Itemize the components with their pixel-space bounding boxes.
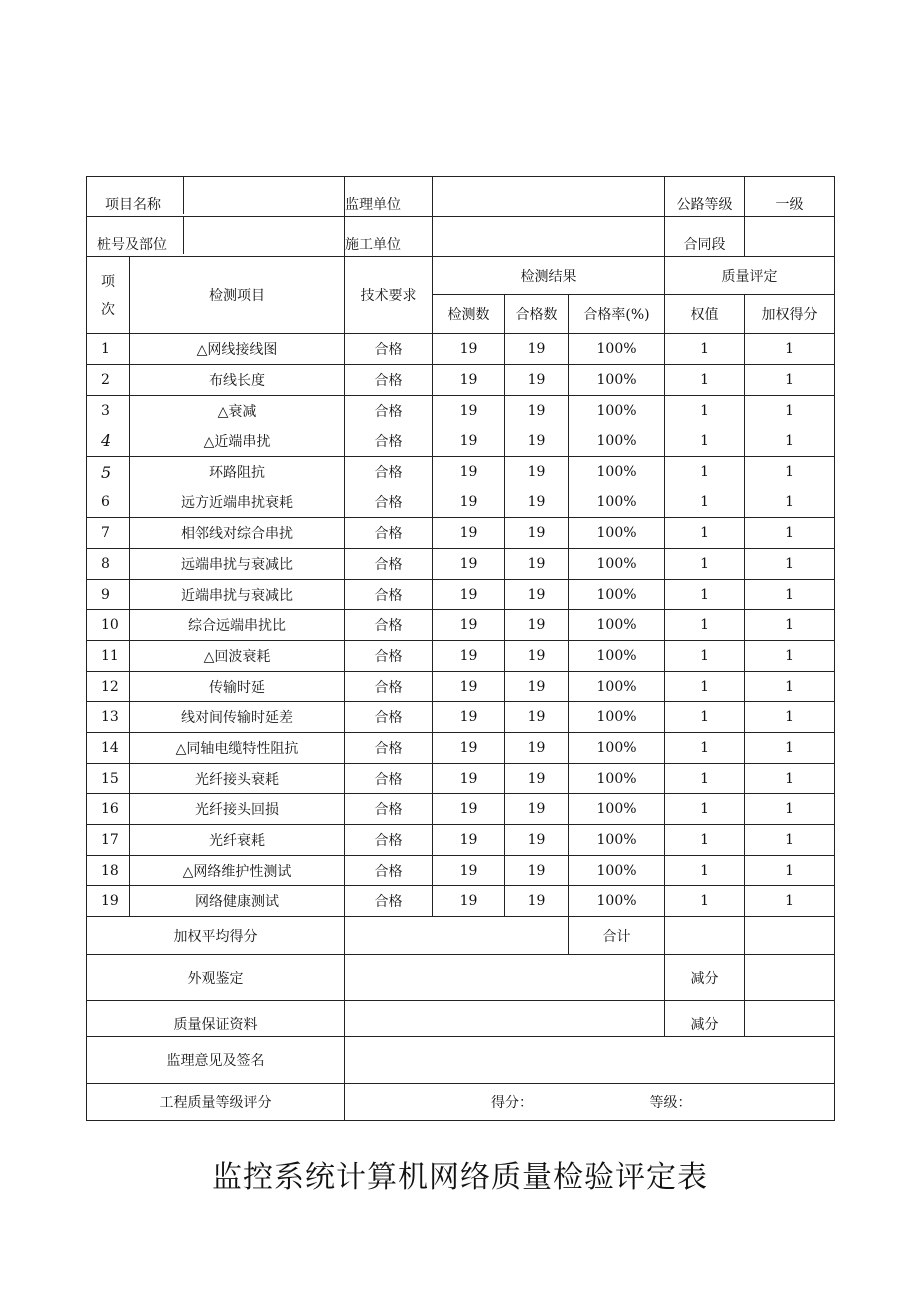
row-count: 19 <box>433 764 505 794</box>
row-score: 1 <box>745 672 835 702</box>
table-row <box>87 365 835 396</box>
row-item: △网线接线图 <box>130 334 345 365</box>
row-rate: 100% <box>569 886 665 917</box>
supervisor-opinion-row <box>87 1037 835 1084</box>
row-weight: 1 <box>665 457 745 488</box>
row-pass: 19 <box>505 518 569 549</box>
row-score: 1 <box>745 702 835 733</box>
row-score: 1 <box>745 396 835 426</box>
requirement-header: 技术要求 <box>345 257 433 334</box>
row-no: 3 <box>87 396 130 426</box>
deduct-label-2: 减分 <box>665 1001 745 1037</box>
supervisor-opinion-value <box>345 1037 835 1084</box>
row-count: 19 <box>433 886 505 917</box>
constructor-label: 施工单位 <box>345 217 433 257</box>
row-score: 1 <box>745 794 835 825</box>
row-rate: 100% <box>569 488 665 518</box>
row-weight: 1 <box>665 641 745 672</box>
header-row-project <box>87 177 835 217</box>
table-row <box>87 886 835 917</box>
row-rate: 100% <box>569 641 665 672</box>
row-count: 19 <box>433 702 505 733</box>
road-grade-label: 公路等级 <box>665 177 745 217</box>
row-count: 19 <box>433 426 505 457</box>
grade-row <box>87 1084 835 1121</box>
row-rate: 100% <box>569 672 665 702</box>
row-rate: 100% <box>569 365 665 396</box>
row-pass: 19 <box>505 794 569 825</box>
table-row <box>87 396 835 426</box>
row-score: 1 <box>745 580 835 610</box>
weight-header: 权值 <box>665 295 745 334</box>
row-count: 19 <box>433 334 505 365</box>
row-score: 1 <box>745 764 835 794</box>
row-weight: 1 <box>665 764 745 794</box>
evaluation-header: 质量评定 <box>665 257 835 295</box>
row-pass: 19 <box>505 365 569 396</box>
row-score: 1 <box>745 334 835 365</box>
weighted-score-header: 加权得分 <box>745 295 835 334</box>
row-req: 合格 <box>345 794 433 825</box>
score-label: 得分： <box>491 1095 534 1111</box>
row-weight: 1 <box>665 672 745 702</box>
row-rate: 100% <box>569 518 665 549</box>
row-rate: 100% <box>569 856 665 886</box>
row-no: 1 <box>87 334 130 365</box>
row-pass: 19 <box>505 764 569 794</box>
row-score: 1 <box>745 365 835 396</box>
row-rate: 100% <box>569 580 665 610</box>
row-count: 19 <box>433 610 505 641</box>
row-weight: 1 <box>665 396 745 426</box>
deduct-value <box>745 955 835 1001</box>
row-req: 合格 <box>345 518 433 549</box>
table-row <box>87 518 835 549</box>
row-rate: 100% <box>569 549 665 580</box>
row-no: 19 <box>87 886 130 917</box>
weighted-avg-value <box>345 917 569 955</box>
row-no: 11 <box>87 641 130 672</box>
row-no: 2 <box>87 365 130 396</box>
table-row <box>87 488 835 518</box>
row-req: 合格 <box>345 610 433 641</box>
row-count: 19 <box>433 733 505 764</box>
grade-value-cell <box>345 1084 835 1121</box>
row-no: 16 <box>87 794 130 825</box>
item-header: 检测项目 <box>130 257 345 334</box>
row-item: 综合远端串扰比 <box>130 610 345 641</box>
row-rate: 100% <box>569 764 665 794</box>
row-pass: 19 <box>505 457 569 488</box>
appearance-label: 外观鉴定 <box>87 955 345 1001</box>
row-req: 合格 <box>345 641 433 672</box>
contract-label: 合同段 <box>665 217 745 257</box>
row-weight: 1 <box>665 334 745 365</box>
row-item: 近端串扰与衰减比 <box>130 580 345 610</box>
row-pass: 19 <box>505 334 569 365</box>
row-rate: 100% <box>569 610 665 641</box>
row-req: 合格 <box>345 672 433 702</box>
pass-count-header: 合格数 <box>505 295 569 334</box>
row-req: 合格 <box>345 856 433 886</box>
table-row <box>87 610 835 641</box>
row-score: 1 <box>745 457 835 488</box>
row-weight: 1 <box>665 702 745 733</box>
row-weight: 1 <box>665 580 745 610</box>
row-rate: 100% <box>569 825 665 856</box>
pass-rate-header: 合格率(%) <box>569 295 665 334</box>
row-rate: 100% <box>569 794 665 825</box>
row-pass: 19 <box>505 488 569 518</box>
row-req: 合格 <box>345 580 433 610</box>
row-no: 13 <box>87 702 130 733</box>
row-req: 合格 <box>345 457 433 488</box>
row-pass: 19 <box>505 886 569 917</box>
table-row <box>87 794 835 825</box>
seq-header <box>87 257 130 334</box>
table-row <box>87 549 835 580</box>
table-row <box>87 457 835 488</box>
row-score: 1 <box>745 825 835 856</box>
project-name-label: 项目名称 <box>105 197 161 213</box>
row-item: 环路阻抗 <box>130 457 345 488</box>
row-count: 19 <box>433 580 505 610</box>
row-weight: 1 <box>665 426 745 457</box>
row-req: 合格 <box>345 365 433 396</box>
row-score: 1 <box>745 426 835 457</box>
row-req: 合格 <box>345 549 433 580</box>
row-count: 19 <box>433 672 505 702</box>
row-no: 7 <box>87 518 130 549</box>
row-no: 5 <box>87 457 130 488</box>
seq-header-line1: 项 <box>101 274 115 290</box>
row-rate: 100% <box>569 426 665 457</box>
deduct-label: 减分 <box>665 955 745 1001</box>
row-no: 14 <box>87 733 130 764</box>
row-pass: 19 <box>505 856 569 886</box>
row-rate: 100% <box>569 702 665 733</box>
row-count: 19 <box>433 518 505 549</box>
row-no: 9 <box>87 580 130 610</box>
row-score: 1 <box>745 856 835 886</box>
row-pass: 19 <box>505 549 569 580</box>
table-row <box>87 733 835 764</box>
row-weight: 1 <box>665 365 745 396</box>
row-score: 1 <box>745 549 835 580</box>
station-value <box>183 217 304 254</box>
row-rate: 100% <box>569 396 665 426</box>
level-label: 等级： <box>649 1095 692 1111</box>
row-weight: 1 <box>665 733 745 764</box>
row-pass: 19 <box>505 610 569 641</box>
row-item: 远端串扰与衰减比 <box>130 549 345 580</box>
row-score: 1 <box>745 518 835 549</box>
row-count: 19 <box>433 365 505 396</box>
row-pass: 19 <box>505 825 569 856</box>
project-name-cell <box>87 177 345 217</box>
supervisor-value <box>433 177 665 217</box>
page-title: 监控系统计算机网络质量检验评定表 <box>212 1160 708 1195</box>
station-label: 桩号及部位 <box>97 237 167 253</box>
row-no: 8 <box>87 549 130 580</box>
row-pass: 19 <box>505 426 569 457</box>
appearance-value <box>345 955 665 1001</box>
row-count: 19 <box>433 641 505 672</box>
row-item: 光纤接头衰耗 <box>130 764 345 794</box>
table-row <box>87 702 835 733</box>
row-count: 19 <box>433 457 505 488</box>
total-value <box>665 917 745 955</box>
row-no: 6 <box>87 488 130 518</box>
row-req: 合格 <box>345 396 433 426</box>
table-row <box>87 641 835 672</box>
row-req: 合格 <box>345 702 433 733</box>
row-item: 传输时延 <box>130 672 345 702</box>
deduct-value-2 <box>745 1001 835 1037</box>
quality-evaluation-table <box>86 176 835 1121</box>
row-item: 网络健康测试 <box>130 886 345 917</box>
appearance-row <box>87 955 835 1001</box>
row-item: 布线长度 <box>130 365 345 396</box>
row-weight: 1 <box>665 856 745 886</box>
row-req: 合格 <box>345 334 433 365</box>
row-rate: 100% <box>569 457 665 488</box>
total-label: 合计 <box>569 917 665 955</box>
row-count: 19 <box>433 396 505 426</box>
weighted-avg-label: 加权平均得分 <box>87 917 345 955</box>
row-pass: 19 <box>505 672 569 702</box>
row-pass: 19 <box>505 702 569 733</box>
project-name-value <box>183 177 304 214</box>
station-cell <box>87 217 345 257</box>
column-header-row-1 <box>87 257 835 295</box>
row-count: 19 <box>433 794 505 825</box>
row-item: 相邻线对综合串扰 <box>130 518 345 549</box>
row-req: 合格 <box>345 488 433 518</box>
supervisor-opinion-label: 监理意见及签名 <box>87 1037 345 1084</box>
quality-docs-row <box>87 1001 835 1037</box>
row-item: △衰减 <box>130 396 345 426</box>
row-item: 线对间传输时延差 <box>130 702 345 733</box>
row-item: △近端串扰 <box>130 426 345 457</box>
row-count: 19 <box>433 825 505 856</box>
row-req: 合格 <box>345 733 433 764</box>
table-row <box>87 672 835 702</box>
constructor-value <box>433 217 665 257</box>
road-grade-value: 一级 <box>745 177 835 217</box>
row-no: 12 <box>87 672 130 702</box>
row-no: 18 <box>87 856 130 886</box>
count-header: 检测数 <box>433 295 505 334</box>
quality-docs-label: 质量保证资料 <box>87 1001 345 1037</box>
row-req: 合格 <box>345 426 433 457</box>
row-weight: 1 <box>665 549 745 580</box>
row-pass: 19 <box>505 396 569 426</box>
row-weight: 1 <box>665 518 745 549</box>
row-item: △同轴电缆特性阻抗 <box>130 733 345 764</box>
row-count: 19 <box>433 549 505 580</box>
row-weight: 1 <box>665 488 745 518</box>
row-count: 19 <box>433 488 505 518</box>
row-req: 合格 <box>345 825 433 856</box>
weighted-average-row <box>87 917 835 955</box>
row-req: 合格 <box>345 764 433 794</box>
row-weight: 1 <box>665 794 745 825</box>
table-row <box>87 856 835 886</box>
row-item: 光纤接头回损 <box>130 794 345 825</box>
row-weight: 1 <box>665 886 745 917</box>
row-no: 4 <box>87 426 130 457</box>
row-weight: 1 <box>665 825 745 856</box>
row-req: 合格 <box>345 886 433 917</box>
table-row <box>87 334 835 365</box>
row-pass: 19 <box>505 733 569 764</box>
grade-label: 工程质量等级评分 <box>87 1084 345 1121</box>
table-row <box>87 825 835 856</box>
table-row <box>87 764 835 794</box>
row-rate: 100% <box>569 334 665 365</box>
row-score: 1 <box>745 886 835 917</box>
row-item: 光纤衰耗 <box>130 825 345 856</box>
row-no: 15 <box>87 764 130 794</box>
row-item: 远方近端串扰衰耗 <box>130 488 345 518</box>
contract-value <box>745 217 835 257</box>
row-no: 10 <box>87 610 130 641</box>
row-pass: 19 <box>505 641 569 672</box>
row-item: △网络维护性测试 <box>130 856 345 886</box>
row-item: △回波衰耗 <box>130 641 345 672</box>
row-no: 17 <box>87 825 130 856</box>
row-score: 1 <box>745 488 835 518</box>
table-row <box>87 426 835 457</box>
row-score: 1 <box>745 733 835 764</box>
supervisor-label: 监理单位 <box>345 177 433 217</box>
seq-header-line2: 次 <box>101 302 115 318</box>
row-score: 1 <box>745 641 835 672</box>
row-weight: 1 <box>665 610 745 641</box>
header-row-station <box>87 217 835 257</box>
row-rate: 100% <box>569 733 665 764</box>
row-pass: 19 <box>505 580 569 610</box>
table-row <box>87 580 835 610</box>
quality-docs-value <box>345 1001 665 1037</box>
result-header: 检测结果 <box>433 257 665 295</box>
total-extra <box>745 917 835 955</box>
row-count: 19 <box>433 856 505 886</box>
row-score: 1 <box>745 610 835 641</box>
